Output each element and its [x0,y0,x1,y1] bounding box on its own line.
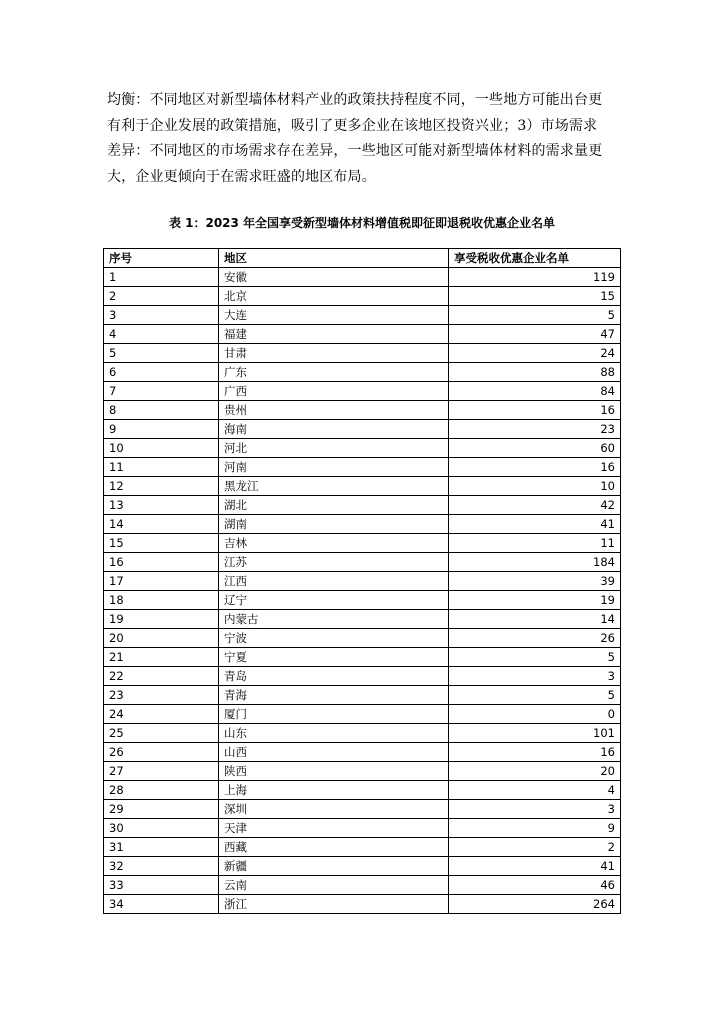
row-region: 内蒙古 [219,610,449,629]
row-index: 17 [104,572,219,591]
table-row [104,306,621,325]
row-count: 84 [449,382,621,401]
table-row [104,857,621,876]
row-region: 湖南 [219,515,449,534]
row-count: 14 [449,610,621,629]
row-index: 16 [104,553,219,572]
header-region: 地区 [219,249,449,268]
paragraph-line: 有利于企业发展的政策措施，吸引了更多企业在该地区投资兴业；3）市场需求 [107,117,598,134]
row-count: 3 [449,800,621,819]
row-index: 6 [104,363,219,382]
row-count: 15 [449,287,621,306]
row-index: 12 [104,477,219,496]
table-row [104,762,621,781]
row-region: 江苏 [219,553,449,572]
table-row [104,325,621,344]
table-row [104,705,621,724]
row-index: 20 [104,629,219,648]
row-count: 24 [449,344,621,363]
row-count: 0 [449,705,621,724]
row-count: 23 [449,420,621,439]
row-region: 甘肃 [219,344,449,363]
row-region: 山东 [219,724,449,743]
row-region: 广西 [219,382,449,401]
row-count: 39 [449,572,621,591]
table-row [104,420,621,439]
row-index: 2 [104,287,219,306]
table-row [104,515,621,534]
row-count: 26 [449,629,621,648]
table-row [104,876,621,895]
row-index: 34 [104,895,219,914]
row-index: 10 [104,439,219,458]
row-region: 辽宁 [219,591,449,610]
row-index: 22 [104,667,219,686]
table-row [104,724,621,743]
row-index: 4 [104,325,219,344]
row-region: 安徽 [219,268,449,287]
row-count: 47 [449,325,621,344]
tax-incentive-table [103,248,621,914]
table-row [104,591,621,610]
table-row [104,477,621,496]
row-region: 海南 [219,420,449,439]
row-count: 46 [449,876,621,895]
table-caption: 表 1：2023 年全国享受新型墙体材料增值税即征即退税收优惠企业名单 [168,216,556,230]
row-region: 天津 [219,819,449,838]
row-count: 184 [449,553,621,572]
row-index: 21 [104,648,219,667]
row-index: 25 [104,724,219,743]
row-index: 14 [104,515,219,534]
row-region: 青海 [219,686,449,705]
table-row [104,496,621,515]
row-count: 19 [449,591,621,610]
row-region: 吉林 [219,534,449,553]
table-row [104,895,621,914]
row-count: 41 [449,515,621,534]
table-row [104,686,621,705]
row-region: 新疆 [219,857,449,876]
row-index: 30 [104,819,219,838]
table-row [104,268,621,287]
row-count: 41 [449,857,621,876]
row-region: 宁夏 [219,648,449,667]
row-index: 31 [104,838,219,857]
table-row [104,458,621,477]
row-region: 青岛 [219,667,449,686]
row-index: 7 [104,382,219,401]
table-row [104,819,621,838]
row-count: 20 [449,762,621,781]
table-body [104,268,621,914]
row-count: 119 [449,268,621,287]
row-index: 24 [104,705,219,724]
row-index: 11 [104,458,219,477]
row-region: 河南 [219,458,449,477]
row-region: 陕西 [219,762,449,781]
table-row [104,401,621,420]
row-count: 60 [449,439,621,458]
row-index: 1 [104,268,219,287]
row-index: 23 [104,686,219,705]
table-row [104,363,621,382]
row-index: 18 [104,591,219,610]
row-count: 264 [449,895,621,914]
row-region: 云南 [219,876,449,895]
row-region: 黑龙江 [219,477,449,496]
paragraph-line: 差异：不同地区的市场需求存在差异，一些地区可能对新型墙体材料的需求量更 [107,143,603,160]
row-region: 江西 [219,572,449,591]
table-row [104,553,621,572]
row-count: 3 [449,667,621,686]
row-index: 26 [104,743,219,762]
row-region: 深圳 [219,800,449,819]
table-row [104,534,621,553]
table-row [104,572,621,591]
row-region: 福建 [219,325,449,344]
row-index: 5 [104,344,219,363]
row-region: 厦门 [219,705,449,724]
row-count: 5 [449,306,621,325]
table-row [104,648,621,667]
table-row [104,743,621,762]
row-region: 河北 [219,439,449,458]
row-count: 11 [449,534,621,553]
header-index: 序号 [104,249,219,268]
table-row [104,610,621,629]
table-row [104,800,621,819]
row-count: 9 [449,819,621,838]
table-row [104,287,621,306]
row-count: 10 [449,477,621,496]
body-paragraph [107,88,627,190]
row-region: 宁波 [219,629,449,648]
row-index: 15 [104,534,219,553]
row-count: 5 [449,686,621,705]
row-index: 19 [104,610,219,629]
row-index: 29 [104,800,219,819]
table-row [104,344,621,363]
header-count: 享受税收优惠企业名单 [449,249,621,268]
row-index: 3 [104,306,219,325]
row-count: 16 [449,458,621,477]
row-count: 2 [449,838,621,857]
row-region: 西藏 [219,838,449,857]
row-region: 上海 [219,781,449,800]
table-row [104,629,621,648]
table-row [104,382,621,401]
table-row [104,667,621,686]
row-count: 16 [449,743,621,762]
row-index: 32 [104,857,219,876]
row-index: 33 [104,876,219,895]
row-region: 湖北 [219,496,449,515]
row-count: 16 [449,401,621,420]
row-index: 9 [104,420,219,439]
row-index: 27 [104,762,219,781]
table-row [104,781,621,800]
row-region: 大连 [219,306,449,325]
table-header-row [104,249,621,268]
row-index: 28 [104,781,219,800]
row-region: 山西 [219,743,449,762]
row-count: 4 [449,781,621,800]
table-row [104,838,621,857]
row-count: 42 [449,496,621,515]
row-region: 浙江 [219,895,449,914]
table-row [104,439,621,458]
row-count: 101 [449,724,621,743]
row-index: 13 [104,496,219,515]
row-count: 88 [449,363,621,382]
row-region: 广东 [219,363,449,382]
row-count: 5 [449,648,621,667]
row-index: 8 [104,401,219,420]
row-region: 贵州 [219,401,449,420]
paragraph-line: 大，企业更倾向于在需求旺盛的地区布局。 [107,168,376,185]
paragraph-line: 均衡：不同地区对新型墙体材料产业的政策扶持程度不同，一些地方可能出台更 [107,92,603,108]
row-region: 北京 [219,287,449,306]
